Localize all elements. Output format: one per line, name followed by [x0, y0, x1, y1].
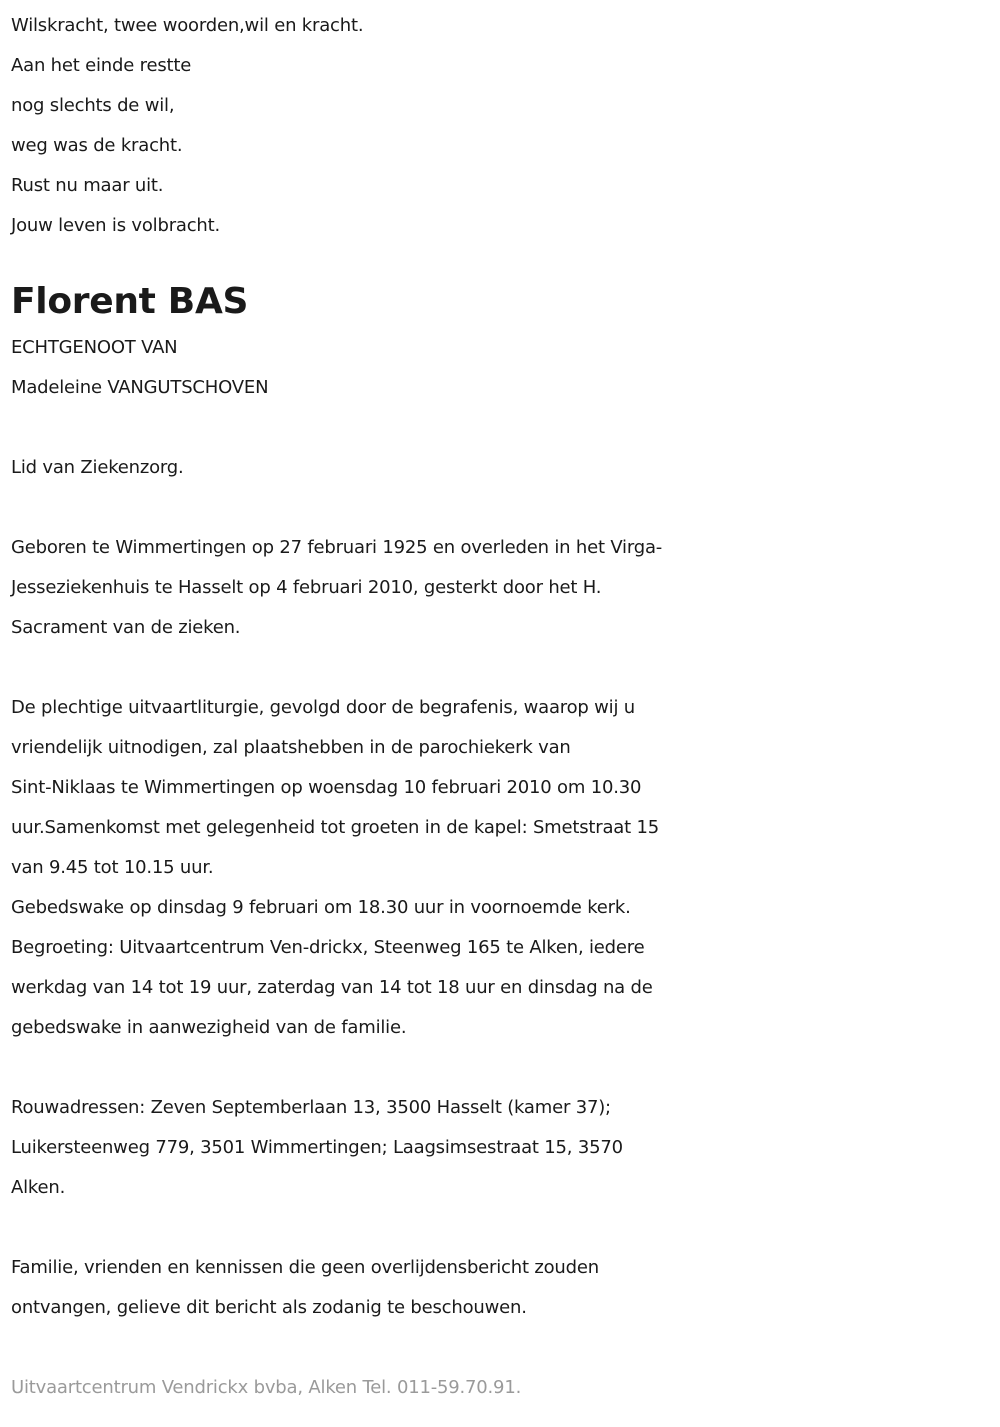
- paragraph-line: Luikersteenweg 779, 3501 Wimmertingen; Laagsimsestraat 15, 3570: [11, 1137, 623, 1158]
- paragraph-line: Sint-Niklaas te Wimmertingen op woensdag 10 februari 2010 om 10.30: [11, 777, 642, 798]
- spacer: [11, 488, 991, 528]
- spacer: [11, 648, 991, 688]
- obituary-document: [11, 6, 991, 1408]
- relation-label: ECHTGENOOT VAN: [11, 337, 178, 358]
- poem-line: nog slechts de wil,: [11, 95, 175, 116]
- poem: [11, 6, 991, 246]
- spacer: [11, 1208, 991, 1248]
- spacer: [11, 246, 991, 276]
- paragraph-line: uur.Samenkomst met gelegenheid tot groeten in de kapel: Smetstraat 15: [11, 817, 660, 838]
- paragraph-line: Sacrament van de zieken.: [11, 617, 241, 638]
- membership-text: Lid van Ziekenzorg.: [11, 457, 184, 478]
- paragraph-line: Gebedswake op dinsdag 9 februari om 18.30 uur in voornoemde kerk.: [11, 897, 631, 918]
- funeral-home-footer: Uitvaartcentrum Vendrickx bvba, Alken Tel. 011-59.70.91.: [11, 1377, 522, 1398]
- paragraph-line: ontvangen, gelieve dit bericht als zodanig te beschouwen.: [11, 1297, 527, 1318]
- spouse-name: Madeleine VANGUTSCHOVEN: [11, 377, 269, 398]
- spacer: [11, 1048, 991, 1088]
- deceased-name: Florent BAS: [11, 281, 249, 322]
- poem-line: Wilskracht, twee woorden,wil en kracht.: [11, 15, 364, 36]
- paragraph-line: Rouwadressen: Zeven Septemberlaan 13, 3500 Hasselt (kamer 37);: [11, 1097, 611, 1118]
- paragraph-line: gebedswake in aanwezigheid van de familie.: [11, 1017, 407, 1038]
- poem-line: weg was de kracht.: [11, 135, 183, 156]
- paragraph-line: Begroeting: Uitvaartcentrum Ven-drickx, Steenweg 165 te Alken, iedere: [11, 937, 645, 958]
- notice-paragraph: [11, 1248, 991, 1328]
- ceremony-paragraph: [11, 688, 991, 1048]
- poem-line: Rust nu maar uit.: [11, 175, 164, 196]
- paragraph-line: Jesseziekenhuis te Hasselt op 4 februari 2010, gesterkt door het H.: [11, 577, 602, 598]
- poem-line: Aan het einde restte: [11, 55, 192, 76]
- paragraph-line: werkdag van 14 tot 19 uur, zaterdag van 14 tot 18 uur en dinsdag na de: [11, 977, 653, 998]
- poem-line: Jouw leven is volbracht.: [11, 215, 221, 236]
- paragraph-line: Alken.: [11, 1177, 66, 1198]
- paragraph-line: De plechtige uitvaartliturgie, gevolgd door de begrafenis, waarop wij u: [11, 697, 636, 718]
- paragraph-line: van 9.45 tot 10.15 uur.: [11, 857, 214, 878]
- spacer: [11, 408, 991, 448]
- spacer: [11, 1328, 991, 1368]
- paragraph-line: Geboren te Wimmertingen op 27 februari 1925 en overleden in het Virga-: [11, 537, 663, 558]
- paragraph-line: Familie, vrienden en kennissen die geen overlijdensbericht zouden: [11, 1257, 599, 1278]
- addresses-paragraph: [11, 1088, 991, 1208]
- paragraph-line: vriendelijk uitnodigen, zal plaatshebben in de parochiekerk van: [11, 737, 571, 758]
- birth-death-paragraph: [11, 528, 991, 648]
